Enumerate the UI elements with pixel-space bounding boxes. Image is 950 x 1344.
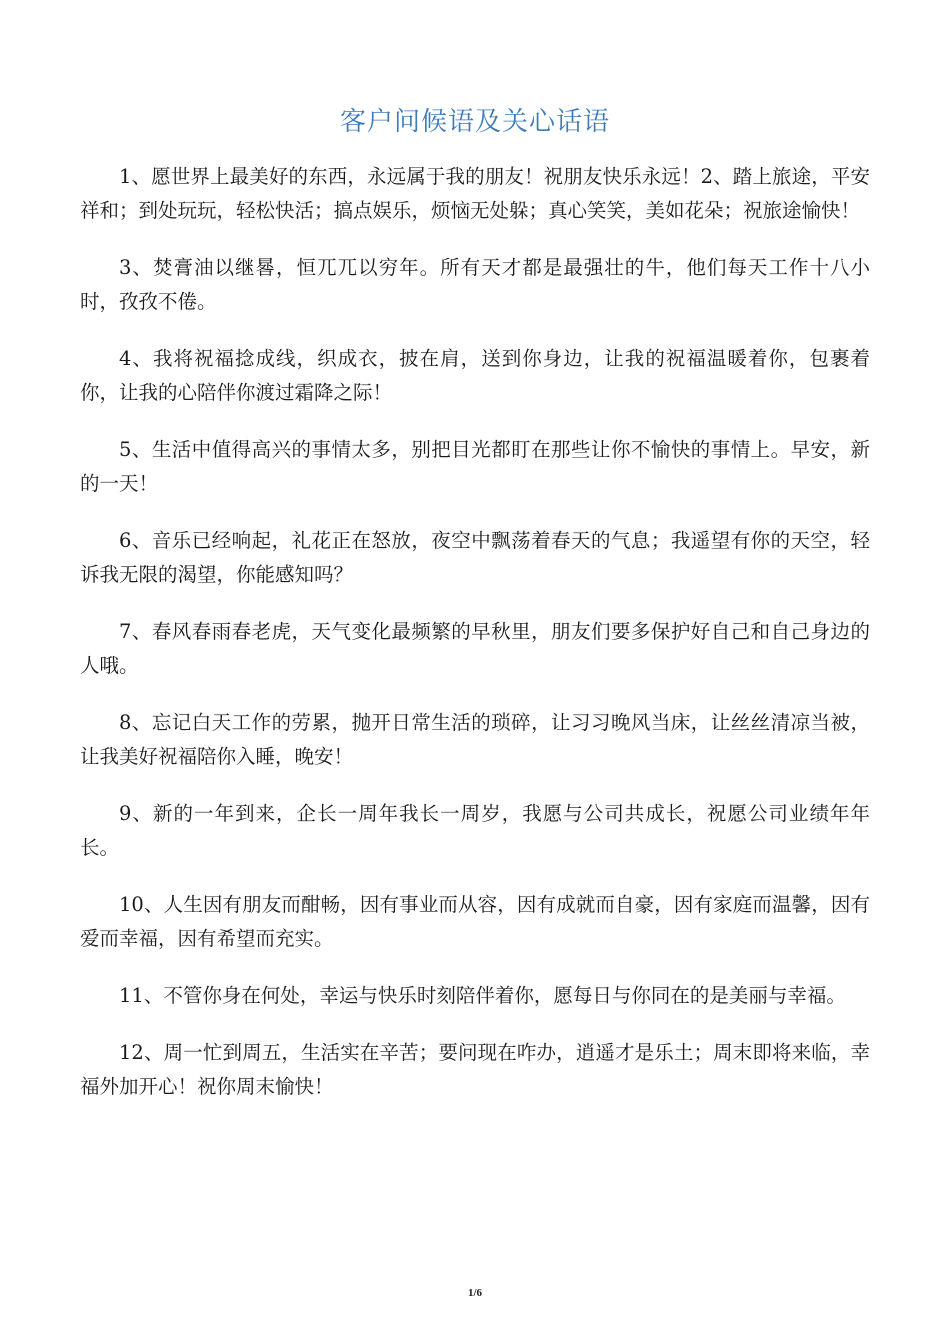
- paragraph-11: 11、不管你身在何处，幸运与快乐时刻陪伴着你，愿每日与你同在的是美丽与幸福。: [119, 984, 846, 1007]
- paragraph-12: 12、周一忙到周五，生活实在辛苦；要问现在咋办，逍遥才是乐土；周末即将来临，幸福外加开心！祝你周末愉快！: [80, 1041, 870, 1098]
- paragraph-8: 8、忘记白天工作的劳累，抛开日常生活的琐碎，让习习晚风当床，让丝丝清凉当被，让我美好祝福陪你入睡，晚安！: [80, 711, 870, 768]
- document-body: [80, 160, 870, 1127]
- paragraph-5: 5、生活中值得高兴的事情太多，别把目光都盯在那些让你不愉快的事情上。早安，新的一天！: [80, 438, 870, 495]
- paragraph-1: 1、愿世界上最美好的东西，永远属于我的朋友！祝朋友快乐永远！2、踏上旅途，平安祥和；到处玩玩，轻松快活；搞点娱乐，烦恼无处躲；真心笑笑，美如花朵；祝旅途愉快！: [80, 165, 870, 222]
- paragraph-10: 10、人生因有朋友而酣畅，因有事业而从容，因有成就而自豪，因有家庭而温馨，因有爱而幸福，因有希望而充实。: [80, 893, 870, 950]
- page-title: 客户问候语及关心话语: [339, 107, 610, 137]
- paragraph-4: 4、我将祝福捻成线，织成衣，披在肩，送到你身边，让我的祝福温暖着你，包裹着你，让我的心陪伴你渡过霜降之际！: [80, 347, 870, 404]
- paragraph-3: 3、焚膏油以继晷，恒兀兀以穷年。所有天才都是最强壮的牛，他们每天工作十八小时，孜孜不倦。: [80, 256, 870, 313]
- paragraph-6: 6、音乐已经响起，礼花正在怒放，夜空中飘荡着春天的气息；我遥望有你的天空，轻诉我无限的渴望，你能感知吗？: [80, 529, 870, 586]
- page-number: 1/6: [467, 1287, 483, 1299]
- paragraph-7: 7、春风春雨春老虎，天气变化最频繁的早秋里，朋友们要多保护好自己和自己身边的人哦。: [80, 620, 870, 677]
- paragraph-9: 9、新的一年到来，企长一周年我长一周岁，我愿与公司共成长，祝愿公司业绩年年长。: [80, 802, 870, 859]
